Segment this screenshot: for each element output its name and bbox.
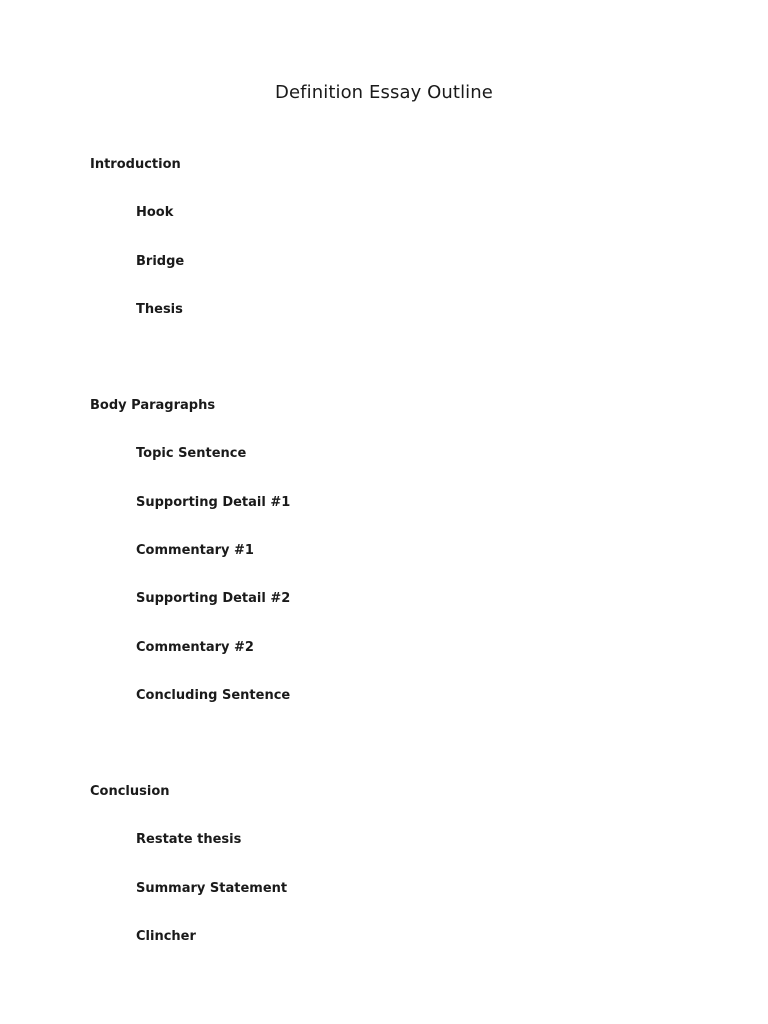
outline-item: Bridge [136, 254, 185, 269]
outline-item: Thesis [136, 302, 183, 317]
outline-item: Concluding Sentence [136, 688, 291, 703]
outline-item: Clincher [136, 929, 196, 944]
outline-item: Summary Statement [136, 881, 288, 896]
section-heading-body-paragraphs: Body Paragraphs [90, 398, 216, 413]
outline-item: Commentary #2 [136, 640, 254, 655]
outline-item: Supporting Detail #2 [136, 591, 291, 606]
page-title: Definition Essay Outline [275, 82, 493, 103]
section-heading-introduction: Introduction [90, 157, 181, 172]
outline-item: Commentary #1 [136, 543, 254, 558]
outline-item: Supporting Detail #1 [136, 495, 291, 510]
outline-item: Restate thesis [136, 832, 242, 847]
outline-item: Topic Sentence [136, 446, 247, 461]
outline-item: Hook [136, 205, 174, 220]
section-heading-conclusion: Conclusion [90, 784, 170, 799]
